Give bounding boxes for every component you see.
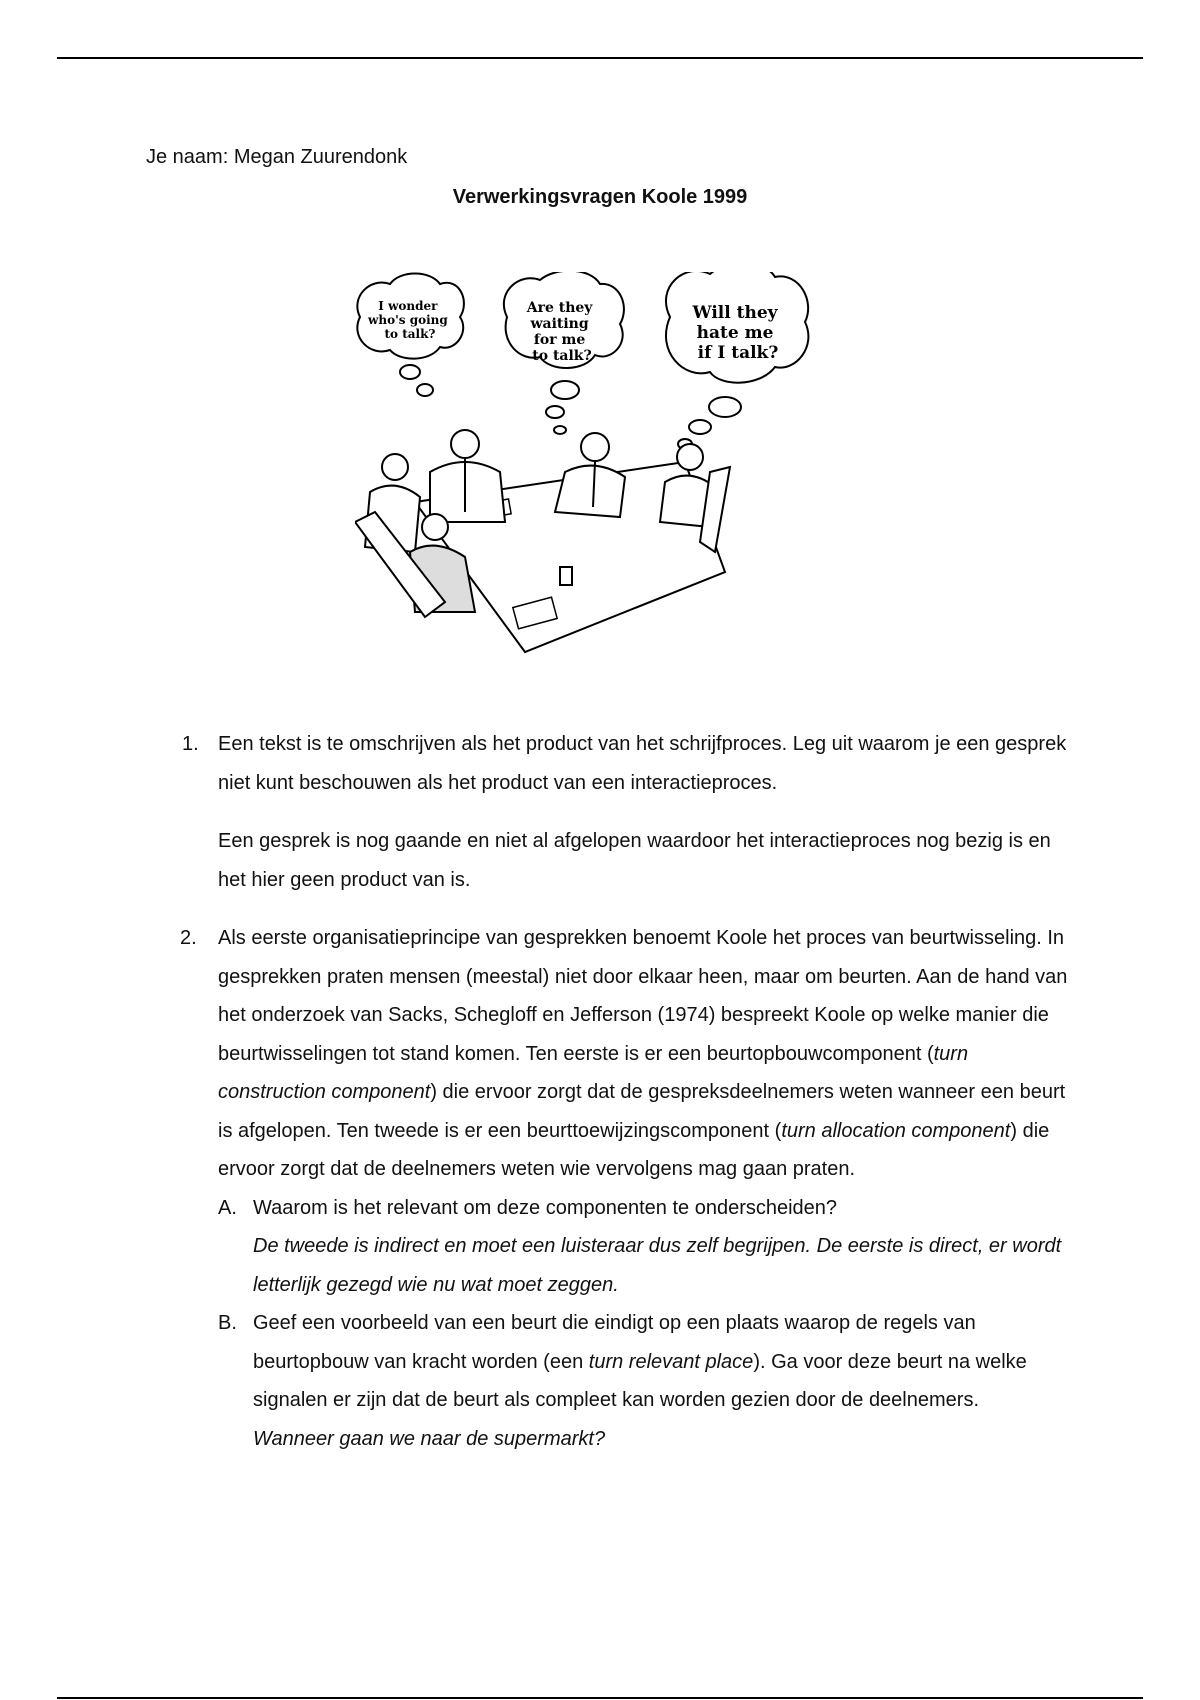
question-2 [180,919,1080,1458]
sub-question-a [218,1189,1080,1305]
sub-question-letter: B. [218,1312,237,1334]
sub-question-letter: A. [218,1196,237,1219]
thought-dot [689,420,711,434]
sub-answer-text: De tweede is indirect en moet een luisteraar dus zelf begrijpen. De eerste is direct, er wordt letterlijk gezegd wie nu wat moet zeggen. [253,1235,1062,1296]
thought-dot [554,426,566,434]
answer-text: Een gesprek is nog gaande en niet al afgelopen waardoor het interactieproces nog bezig is en het hier geen product van is. [218,830,1051,891]
thought-dot [400,365,420,379]
bottom-rule [57,1697,1143,1699]
top-rule [57,57,1143,59]
thought-dot [551,381,579,399]
bubble-1-text: I wonder who's going to talk? [368,299,448,341]
meeting-cartoon-illustration [355,272,845,672]
questions-section [180,725,1080,1458]
question-text: Als eerste organisatieprincipe van gesprekken benoemt Koole het proces van beurtwisseling. In gesprekken praten mensen (meestal) niet door elkaar heen, maar om beurten. Aan de hand van het onderzoek van Sacks, Schegloff en Jefferson (1974) bespreekt Koole op welke manier die beurtwisselingen tot stand komen. Ten eerste is er een beurtopbouwcomponent (turn construction component) die ervoor zorgt dat de gespreksdeelnemers weten wanneer een beurt is afgelopen. Ten tweede is er een beurttoewijzingscomponent (turn allocation component) die ervoor zorgt dat de deelnemers weten wie vervolgens mag gaan praten. [218,927,1068,1180]
question-1 [180,725,1080,899]
cup [560,567,572,585]
sub-question-text: Geef een voorbeeld van een beurt die eindigt op een plaats waarop de regels van beurtopbouw van kracht worden (een turn relevant place). Ga voor deze beurt na welke signalen er zijn dat de beurt als compleet kan worden gezien door de deelnemers. [253,1312,1027,1411]
meeting-cartoon-svg [355,272,845,672]
document-title: Verwerkingsvragen Koole 1999 [452,186,748,208]
thought-dot [417,384,433,396]
question-text: Een tekst is te omschrijven als het product van het schrijfproces. Leg uit waarom je een gesprek niet kunt beschouwen als het product van een interactieproces. [218,733,1067,794]
sub-question-text: Waarom is het relevant om deze componenten te onderscheiden? [253,1196,838,1219]
student-name: Je naam: Megan Zuurendonk [146,146,408,168]
term-italic: turn relevant place [588,1350,754,1373]
question-number: 2. [180,927,197,949]
term-italic: turn allocation component [781,1119,1011,1142]
thought-dot [546,406,564,418]
sub-question-b [218,1304,1080,1458]
thought-dot [709,397,741,417]
term-italic: turn construction component [218,1042,969,1103]
question-number: 1. [182,733,199,755]
bubble-2-text: Are they waiting for me to talk? [526,300,593,364]
bubble-3-text: Will they hate me if I talk? [692,303,779,363]
sub-answer-text: Wanneer gaan we naar de supermarkt? [253,1427,606,1450]
